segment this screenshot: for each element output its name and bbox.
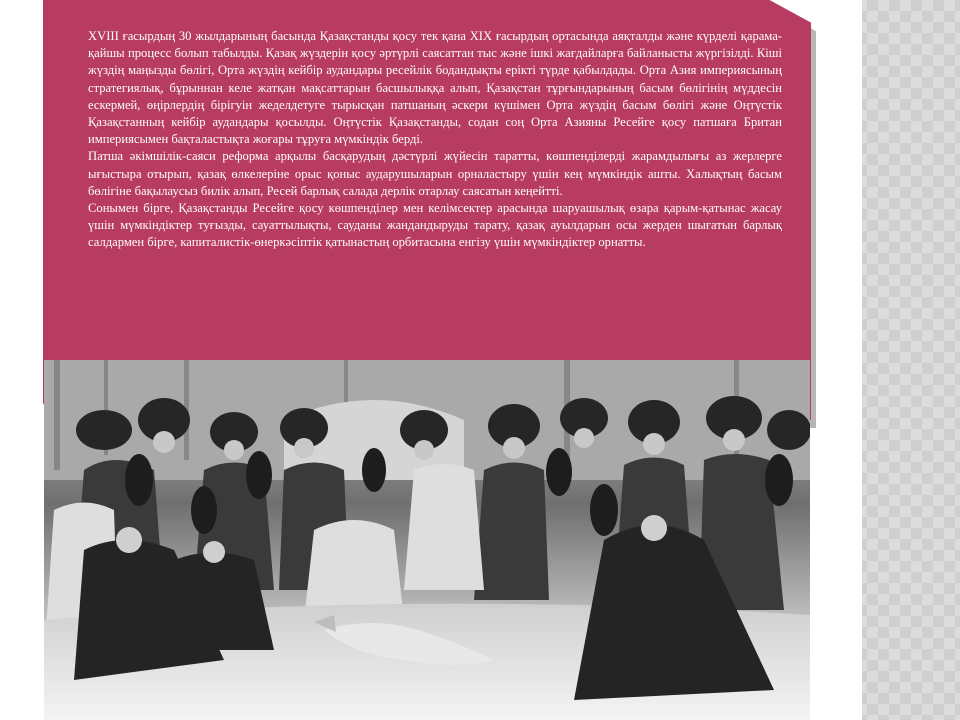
historical-group-photo — [44, 360, 810, 720]
slide-text-block — [88, 28, 782, 252]
side-decorative-pattern — [856, 0, 960, 720]
photo-illustration — [44, 360, 810, 720]
paragraph-1: XVIII ғасырдың 30 жылдарының басында Қазақстанды қосу тек қана XIX ғасырдың ортасында аяқталды және күрделі қарама-қайшы процесс болып табылды. Қазақ жүздерін қосу әртүрлі саясаттан тыс және ішкі жағдайларға байланысты жүргізілді. Кіші жүздің маңызды бөлігі, Орта жүздің кейбір аудандары ресейлік бодандықты ерікті түрде қабылдады. Орта Азия империясының стратегиялық, бұрыннан келе жатқан мақсаттарын басшылыққа алып, Қазақстан тұрғындарының басым бөлігінің мүддесін ескермей, өңірлердің бірігуін жеделдетуге тырысқан патшаның әскери күшімен Орта жүздің басым бөлігі және Оңтүстік Қазақстанның кейбір аудандары қосылды. Оңтүстік Қазақстанды, содан соң Орта Азияны Ресейге қосу патшаға Британ империясымен бақталастықта жоғары тұруға мүмкіндік берді. — [88, 29, 782, 147]
paragraph-2: Патша әкімшілік-саяси реформа арқылы басқарудың дәстүрлі жүйесін таратты, көшпенділерді жарамдылығы аз жерлерге ығыстыра отырып, қазақ өлкелеріне орыс қоныс аударушыларын орналастыру үшін кең мүмкіндік ашты. Халықтың басым бөлігіне бақылаусыз билік алып, Ресей барлық салада дерлік отарлау саясатын кеңейтті. — [88, 149, 782, 198]
paragraph-3: Сонымен бірге, Қазақстанды Ресейге қосу көшпенділер мен келімсектер арасында шаруашылық өзара қарым-қатынас жасау үшін мүмкіндіктер туғызды, сауаттылықты, сауданы жандандыруды тарату, қазақ ауылдарын осы жерден шығатын барлық салдармен бірге, капиталистік-өнеркәсіптік қатынастың орбитасына енгізу үшін мүмкіндіктер орнатты. — [88, 201, 782, 250]
